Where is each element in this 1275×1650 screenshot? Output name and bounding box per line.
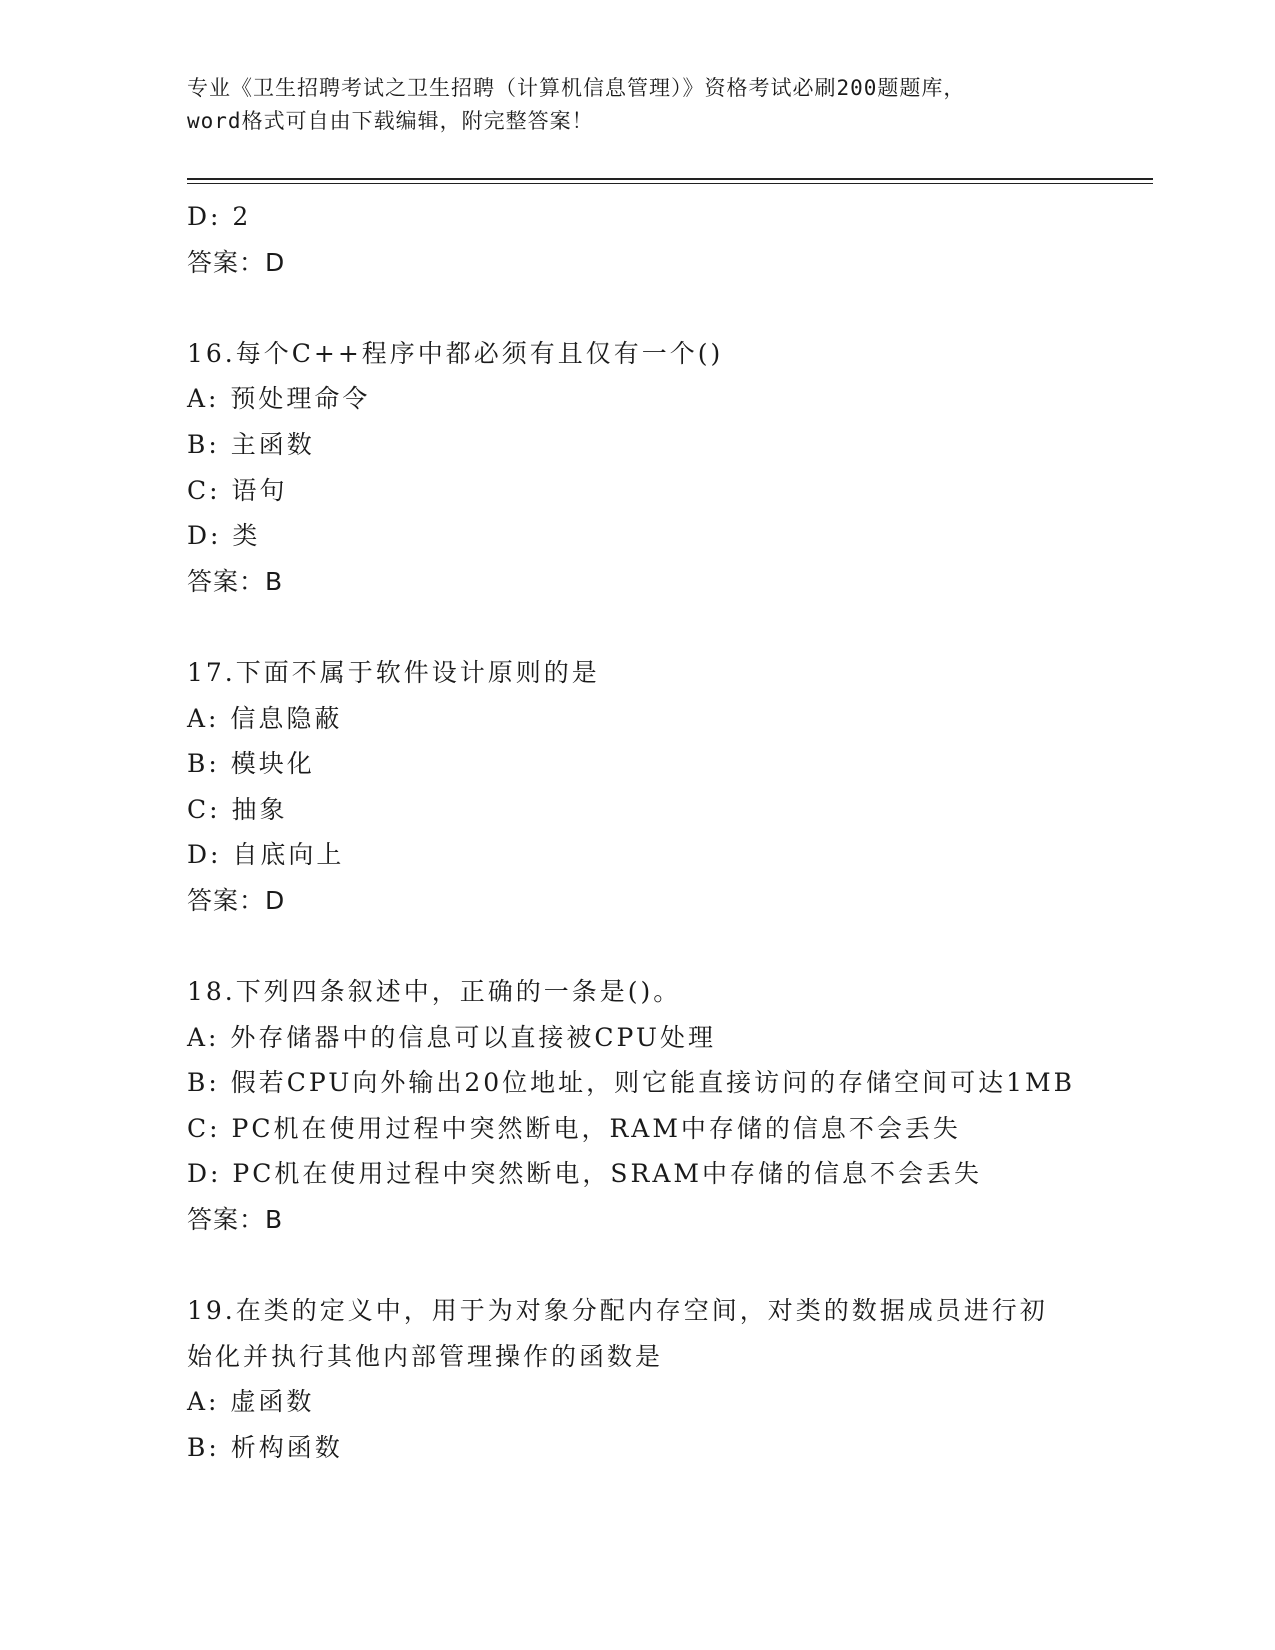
option-b: B: 假若CPU向外输出20位地址，则它能直接访问的存储空间可达1MB	[187, 1068, 1076, 1098]
option-a: A: 虚函数	[187, 1387, 315, 1417]
question-19	[187, 1288, 1087, 1470]
option-a: A: 信息隐蔽	[187, 703, 343, 733]
spacer	[187, 1243, 1087, 1289]
question-17	[187, 650, 1087, 924]
question-stem: 16.每个C++程序中都必须有且仅有一个()	[187, 338, 724, 368]
question-stem-line-2: 始化并执行其他内部管理操作的函数是	[187, 1341, 664, 1371]
question-list	[187, 194, 1087, 1471]
option-b: B: 模块化	[187, 749, 315, 779]
question-stem: 17.下面不属于软件设计原则的是	[187, 657, 600, 687]
document-header	[187, 72, 1077, 138]
option-c: C: PC机在使用过程中突然断电，RAM中存储的信息不会丢失	[187, 1113, 961, 1143]
option-a: A: 外存储器中的信息可以直接被CPU处理	[187, 1022, 717, 1052]
question-stem-line-1: 19.在类的定义中，用于为对象分配内存空间，对类的数据成员进行初	[187, 1296, 1048, 1326]
question-18	[187, 969, 1087, 1243]
spacer	[187, 924, 1087, 970]
answer-line: 答案：B	[187, 1205, 284, 1235]
answer-line: 答案：B	[187, 566, 284, 596]
spacer	[187, 285, 1087, 331]
option-c: C: 语句	[187, 475, 288, 505]
option-a: A: 预处理命令	[187, 384, 371, 414]
option-d: D: 类	[187, 521, 261, 551]
answer-line: 答案：D	[187, 247, 286, 277]
option-d: D: 自底向上	[187, 840, 345, 870]
option-d: D: PC机在使用过程中突然断电，SRAM中存储的信息不会丢失	[187, 1159, 982, 1189]
spacer	[187, 604, 1087, 650]
header-title-line-2: word格式可自由下载编辑，附完整答案！	[187, 109, 594, 133]
option-c: C: 抽象	[187, 794, 288, 824]
option-d: D: 2	[187, 202, 252, 231]
header-divider-thin	[187, 183, 1153, 184]
header-title-line-1: 专业《卫生招聘考试之卫生招聘（计算机信息管理）》资格考试必刷200题题库，	[187, 76, 966, 100]
question-16	[187, 331, 1087, 605]
header-divider-thick	[187, 178, 1153, 180]
option-b: B: 析构函数	[187, 1433, 343, 1463]
option-b: B: 主函数	[187, 429, 315, 459]
answer-line: 答案：D	[187, 885, 286, 915]
question-stem: 18.下列四条叙述中，正确的一条是()。	[187, 977, 682, 1007]
